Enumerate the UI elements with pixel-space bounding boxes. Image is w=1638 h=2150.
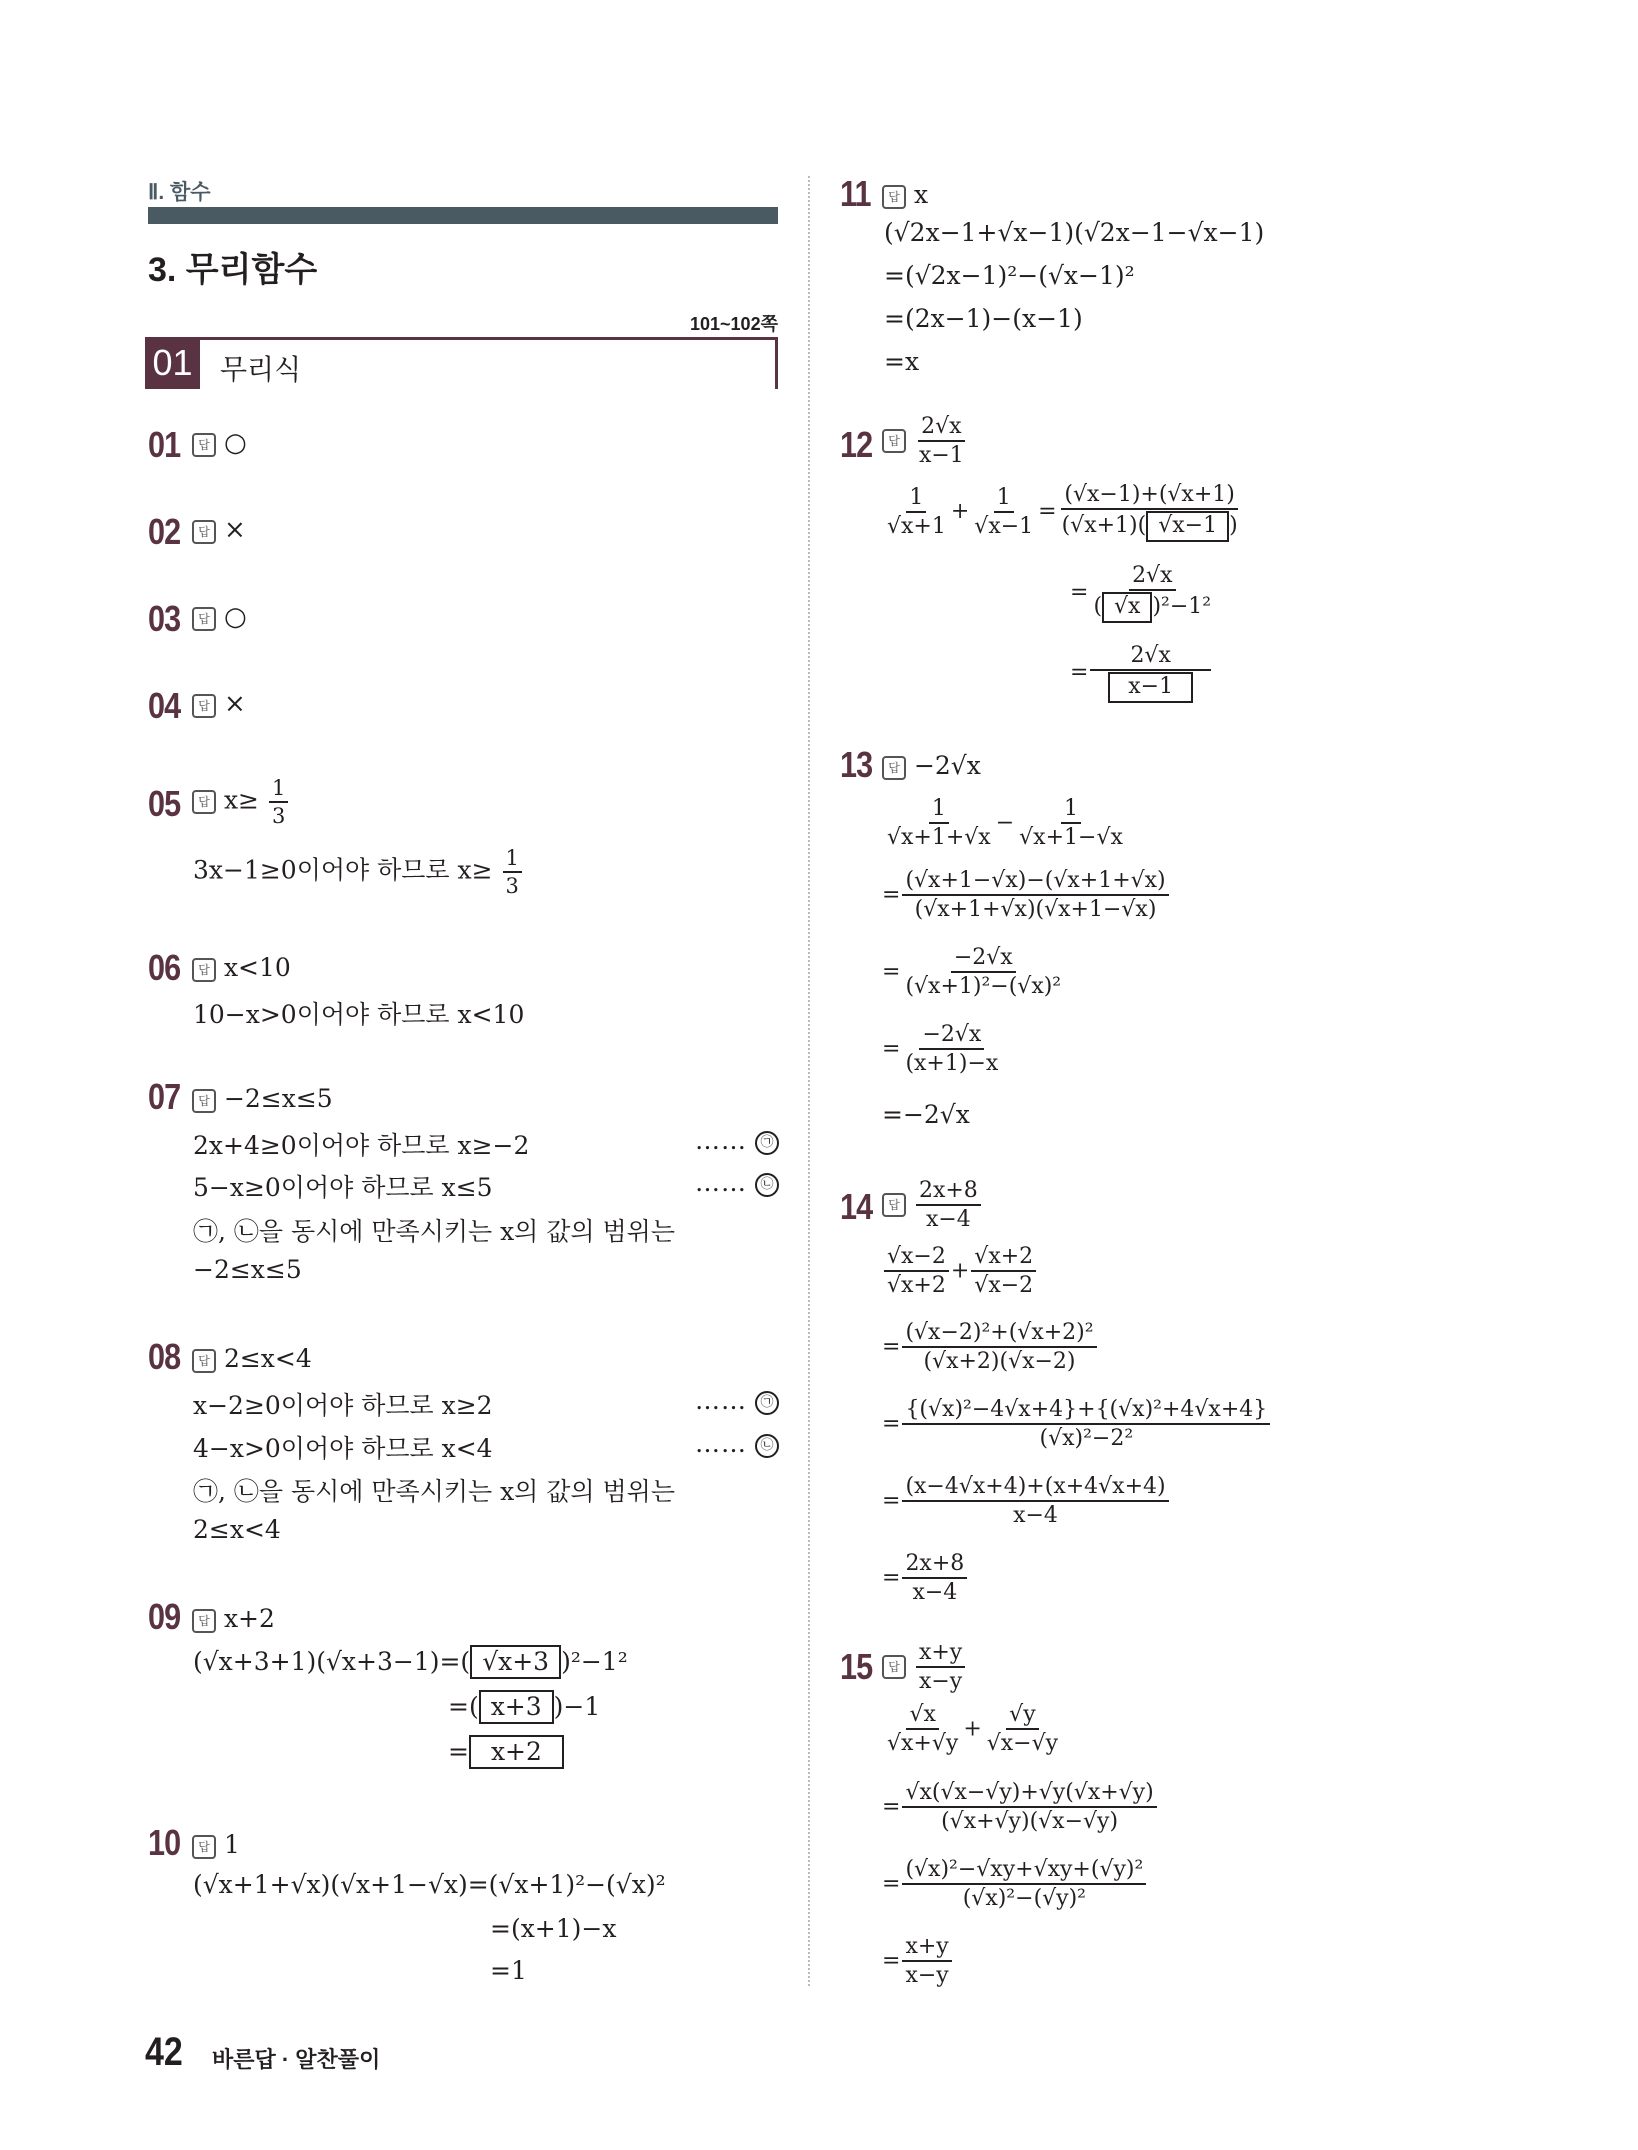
fraction	[884, 1702, 961, 1757]
equation-tag	[695, 1429, 779, 1458]
equals: =	[882, 1948, 901, 1974]
fraction	[1090, 643, 1210, 703]
fraction	[902, 1780, 1156, 1835]
blank-box: √x+3	[470, 1645, 561, 1679]
fraction	[884, 1244, 949, 1299]
answer-marker-icon: 답	[192, 520, 216, 544]
denominator: (√x+1)²−(√x)²	[905, 974, 1062, 1000]
ellipsis: ……	[695, 1168, 747, 1197]
blank-box: x+2	[469, 1735, 564, 1769]
answer-value: x<10	[223, 953, 291, 982]
numerator: √x+2	[971, 1244, 1036, 1272]
blank-box: √x−1	[1146, 511, 1229, 541]
equation-tag	[695, 1386, 779, 1415]
denominator: (√x+2)(√x−2)	[923, 1349, 1076, 1375]
denominator: √x+1	[887, 513, 946, 539]
column-divider	[808, 176, 810, 1986]
answer-line	[192, 602, 247, 632]
fraction	[902, 945, 1064, 1000]
numerator: −2√x	[951, 945, 1016, 973]
answer-line	[192, 1084, 333, 1113]
equals: =	[882, 1565, 901, 1591]
numerator: 1	[906, 485, 926, 513]
solution-line	[882, 945, 1066, 1000]
solution-line: 4−x>0이어야 하므로 x<4	[193, 1434, 493, 1463]
numerator: (√x+1−√x)−(√x+1+√x)	[902, 868, 1168, 896]
blank-box: x+3	[479, 1690, 554, 1724]
solution-line	[882, 1397, 1272, 1452]
solution-line	[882, 1702, 1063, 1757]
denominator: x−4	[1013, 1503, 1058, 1529]
equation-tag	[695, 1168, 779, 1197]
denominator: (√x)²−(√y)²	[962, 1886, 1086, 1912]
subsection-title: 무리식	[220, 354, 302, 385]
circled-label: ㉠	[755, 1391, 779, 1415]
problem-number: 14	[840, 1186, 873, 1227]
expression: )	[1229, 513, 1238, 539]
fraction	[902, 868, 1168, 923]
solution-line: 2x+4≥0이어야 하므로 x≥−2	[193, 1131, 530, 1160]
solution-line	[448, 1690, 600, 1724]
solution-line: 2≤x<4	[193, 1515, 281, 1544]
denominator: √x−√y	[986, 1731, 1059, 1757]
solution-line: (√2x−1+√x−1)(√2x−1−√x−1)	[884, 218, 1265, 247]
solution-line: =(x+1)−x	[490, 1914, 617, 1943]
operator: −	[995, 810, 1015, 836]
numerator: (√x−1)+(√x+1)	[1061, 482, 1237, 510]
solution-line: −2≤x≤5	[193, 1255, 302, 1284]
solution-line	[882, 1320, 1099, 1375]
fraction	[984, 1702, 1061, 1757]
answer-value: 2≤x<4	[223, 1344, 312, 1373]
fraction	[902, 1397, 1270, 1452]
problem-number: 12	[840, 424, 873, 465]
fraction	[971, 1244, 1036, 1299]
problem-number: 07	[148, 1076, 181, 1117]
fraction	[1016, 796, 1126, 851]
denominator: √x−2	[974, 1273, 1034, 1299]
numerator: (x−4√x+4)+(x+4√x+4)	[902, 1474, 1168, 1502]
chapter-bar	[148, 207, 778, 224]
answer-value: ○	[223, 428, 247, 458]
equals: =	[882, 1488, 901, 1514]
denominator: (√x+1+√x)(√x+1−√x)	[914, 897, 1157, 923]
answer-fraction	[916, 414, 967, 469]
circled-label: ㉠	[755, 1131, 779, 1155]
fraction	[884, 796, 994, 851]
solution-line: ㉠, ㉡을 동시에 만족시키는 x의 값의 범위는	[193, 1477, 675, 1506]
fraction	[1059, 482, 1241, 542]
answer-marker-icon: 답	[192, 1835, 216, 1859]
answer-value: 1	[223, 1830, 240, 1859]
solution-line	[193, 846, 524, 898]
answer-marker-icon: 답	[192, 1609, 216, 1633]
solution-line: (√x+1+√x)(√x+1−√x)=(√x+1)²−(√x)²	[193, 1870, 666, 1899]
problem-number: 05	[148, 783, 181, 824]
numerator: 1	[1061, 796, 1081, 824]
answer-marker-icon: 답	[192, 1089, 216, 1113]
problem-number: 10	[148, 1822, 181, 1863]
ellipsis: ……	[695, 1429, 747, 1458]
denominator: √x+1−√x	[1019, 825, 1123, 851]
answer-marker-icon: 답	[882, 1193, 906, 1217]
numerator: (√x)²−√xy+√xy+(√y)²	[902, 1857, 1146, 1885]
denominator: (√x+√y)(√x−√y)	[941, 1809, 1119, 1835]
answer-line	[192, 515, 246, 545]
solution-line	[882, 1474, 1171, 1529]
blank-box: √x	[1102, 592, 1152, 622]
solution-line: =(√2x−1)²−(√x−1)²	[884, 261, 1135, 290]
expression: )²−1²	[1152, 594, 1212, 620]
answer-line	[882, 751, 981, 780]
answer-line	[192, 776, 290, 828]
problem-number: 02	[148, 511, 181, 552]
equals: =	[882, 1411, 901, 1437]
answer-marker-icon: 답	[882, 756, 906, 780]
operator: +	[963, 1716, 982, 1742]
answer-line	[882, 1640, 967, 1695]
equals: =	[882, 1794, 901, 1820]
equals: =	[882, 1036, 901, 1062]
solution-line	[882, 1551, 969, 1606]
problem-number: 11	[840, 173, 871, 214]
numerator: 2√x	[1090, 643, 1210, 671]
ellipsis: ……	[695, 1386, 747, 1415]
solution-line: ㉠, ㉡을 동시에 만족시키는 x의 값의 범위는	[193, 1217, 675, 1246]
answer-marker-icon: 답	[192, 607, 216, 631]
circled-label: ㉡	[755, 1173, 779, 1197]
answer-value: ×	[223, 515, 246, 545]
denominator: x−y	[905, 1963, 949, 1989]
answer-line	[192, 689, 246, 719]
denominator: √x+√y	[887, 1731, 959, 1757]
solution-line	[882, 1934, 954, 1989]
section-title: 3. 무리함수	[148, 251, 318, 289]
numerator: 1	[503, 846, 522, 873]
page-number: 42	[145, 2030, 183, 2074]
answer-marker-icon: 답	[192, 694, 216, 718]
answer-marker-icon: 답	[192, 790, 216, 814]
solution-line	[448, 1735, 564, 1769]
numerator: 1	[994, 485, 1014, 513]
fraction	[902, 1474, 1168, 1529]
solution-line: 5−x≥0이어야 하므로 x≤5	[193, 1173, 493, 1202]
solution-line	[1070, 563, 1216, 623]
numerator: (√x−2)²+(√x+2)²	[902, 1320, 1096, 1348]
solution-line: 10−x>0이어야 하므로 x<10	[193, 1000, 525, 1029]
denominator: x−4	[912, 1580, 958, 1606]
answer-marker-icon: 답	[882, 185, 906, 209]
numerator: √x(√x−√y)+√y(√x+√y)	[902, 1780, 1156, 1808]
problem-number: 09	[148, 1596, 181, 1637]
solution-line	[882, 482, 1243, 542]
book-title: 바른답 · 알찬풀이	[212, 2047, 381, 2072]
fraction	[902, 1857, 1146, 1912]
equation-tag	[695, 1126, 779, 1155]
solution-fraction	[503, 846, 522, 898]
solution-line	[882, 1780, 1159, 1835]
page-reference: 101~102쪽	[690, 314, 778, 334]
equals: =	[882, 1334, 901, 1360]
numerator: 2x+8	[902, 1551, 967, 1579]
equals: =	[882, 882, 901, 908]
solution-line: x−2≥0이어야 하므로 x≥2	[193, 1391, 493, 1420]
numerator: −2√x	[919, 1022, 984, 1050]
answer-line	[192, 1604, 275, 1633]
problem-number: 13	[840, 744, 873, 785]
denominator: 3	[505, 874, 519, 899]
operator: +	[950, 498, 970, 524]
answer-line	[192, 428, 247, 458]
answer-value: −2√x	[913, 751, 981, 780]
fraction	[902, 1320, 1096, 1375]
expression: =	[448, 1737, 469, 1766]
answer-fraction	[269, 776, 288, 828]
denominator: √x+2	[887, 1273, 946, 1299]
denominator	[1059, 510, 1241, 541]
solution-line: =−2√x	[882, 1100, 970, 1129]
numerator: x+y	[916, 1640, 965, 1668]
answer-line	[192, 1344, 312, 1373]
solution-line	[882, 868, 1171, 923]
numerator: √x	[906, 1702, 938, 1730]
chapter-label: Ⅱ. 함수	[148, 181, 211, 204]
fraction	[1090, 563, 1214, 623]
numerator: 2x+8	[916, 1178, 981, 1206]
expression: )−1	[553, 1692, 601, 1721]
solution-line	[882, 1857, 1148, 1912]
answer-marker-icon: 답	[882, 429, 906, 453]
numerator: 1	[929, 796, 949, 824]
numerator: x+y	[902, 1934, 951, 1962]
answer-prefix: x≥	[223, 785, 259, 815]
denominator: x−y	[918, 1669, 963, 1695]
answer-fraction	[916, 1178, 981, 1233]
fraction	[884, 485, 949, 540]
equals: =	[1070, 579, 1089, 605]
problem-number: 15	[840, 1646, 873, 1687]
fraction	[902, 1551, 967, 1606]
solution-line: =(2x−1)−(x−1)	[884, 304, 1083, 333]
numerator: 2√x	[1129, 563, 1175, 591]
numerator: {(√x)²−4√x+4}+{(√x)²+4√x+4}	[902, 1397, 1270, 1425]
solution-line	[1070, 643, 1213, 703]
problem-number: 04	[148, 685, 181, 726]
expression: (	[1093, 594, 1103, 620]
equals: =	[1070, 659, 1089, 685]
answer-line	[882, 180, 928, 209]
subsection-header	[148, 337, 778, 389]
fraction	[902, 1022, 1001, 1077]
solution-line	[193, 1645, 628, 1679]
expression: (√x+3+1)(√x+3−1)=(	[193, 1647, 471, 1676]
answer-line	[192, 953, 291, 982]
answer-value: ○	[223, 602, 247, 632]
equals: =	[1038, 498, 1057, 524]
numerator: √y	[1006, 1702, 1038, 1730]
expression: =(	[448, 1692, 479, 1721]
answer-marker-icon: 답	[882, 1655, 906, 1679]
answer-value: −2≤x≤5	[223, 1084, 333, 1113]
solution-text: 3x−1≥0이어야 하므로 x≥	[193, 855, 493, 885]
answer-marker-icon: 답	[192, 433, 216, 457]
solution-line: =x	[884, 347, 920, 376]
blank-box: x−1	[1108, 672, 1193, 702]
circled-label: ㉡	[755, 1434, 779, 1458]
problem-number: 01	[148, 424, 181, 465]
fraction	[902, 1934, 951, 1989]
numerator: 1	[269, 776, 288, 803]
solution-line	[882, 796, 1128, 851]
denominator: x−4	[925, 1207, 971, 1233]
denominator: √x+1+√x	[887, 825, 991, 851]
answer-line	[882, 414, 969, 469]
denominator	[1090, 591, 1214, 622]
ellipsis: ……	[695, 1126, 747, 1155]
solution-line	[882, 1244, 1038, 1299]
expression: )²−1²	[561, 1647, 628, 1676]
equals: =	[882, 959, 901, 985]
expression: (√x+1)(	[1061, 513, 1147, 539]
answer-value: ×	[223, 689, 246, 719]
answer-value: x	[913, 180, 929, 209]
denominator: √x−1	[974, 513, 1034, 539]
denominator: (√x)²−2²	[1039, 1426, 1134, 1452]
answer-line	[882, 1178, 983, 1233]
numerator: √x−2	[884, 1244, 949, 1272]
answer-value: x+2	[223, 1604, 275, 1633]
subsection-number: 01	[145, 337, 200, 389]
answer-marker-icon: 답	[192, 958, 216, 982]
solution-line	[882, 1022, 1003, 1077]
equals: =	[882, 1871, 901, 1897]
numerator: 2√x	[918, 414, 964, 442]
problem-number: 03	[148, 598, 181, 639]
operator: +	[950, 1258, 970, 1284]
answer-fraction	[916, 1640, 965, 1695]
denominator	[1105, 671, 1196, 702]
problem-number: 08	[148, 1336, 181, 1377]
fraction	[971, 485, 1036, 540]
denominator: (x+1)−x	[905, 1051, 999, 1077]
solution-line: =1	[490, 1956, 527, 1985]
answer-line	[192, 1830, 240, 1859]
answer-marker-icon: 답	[192, 1349, 216, 1373]
denominator: 3	[271, 804, 286, 829]
problem-number: 06	[148, 947, 181, 988]
denominator: x−1	[918, 443, 964, 469]
